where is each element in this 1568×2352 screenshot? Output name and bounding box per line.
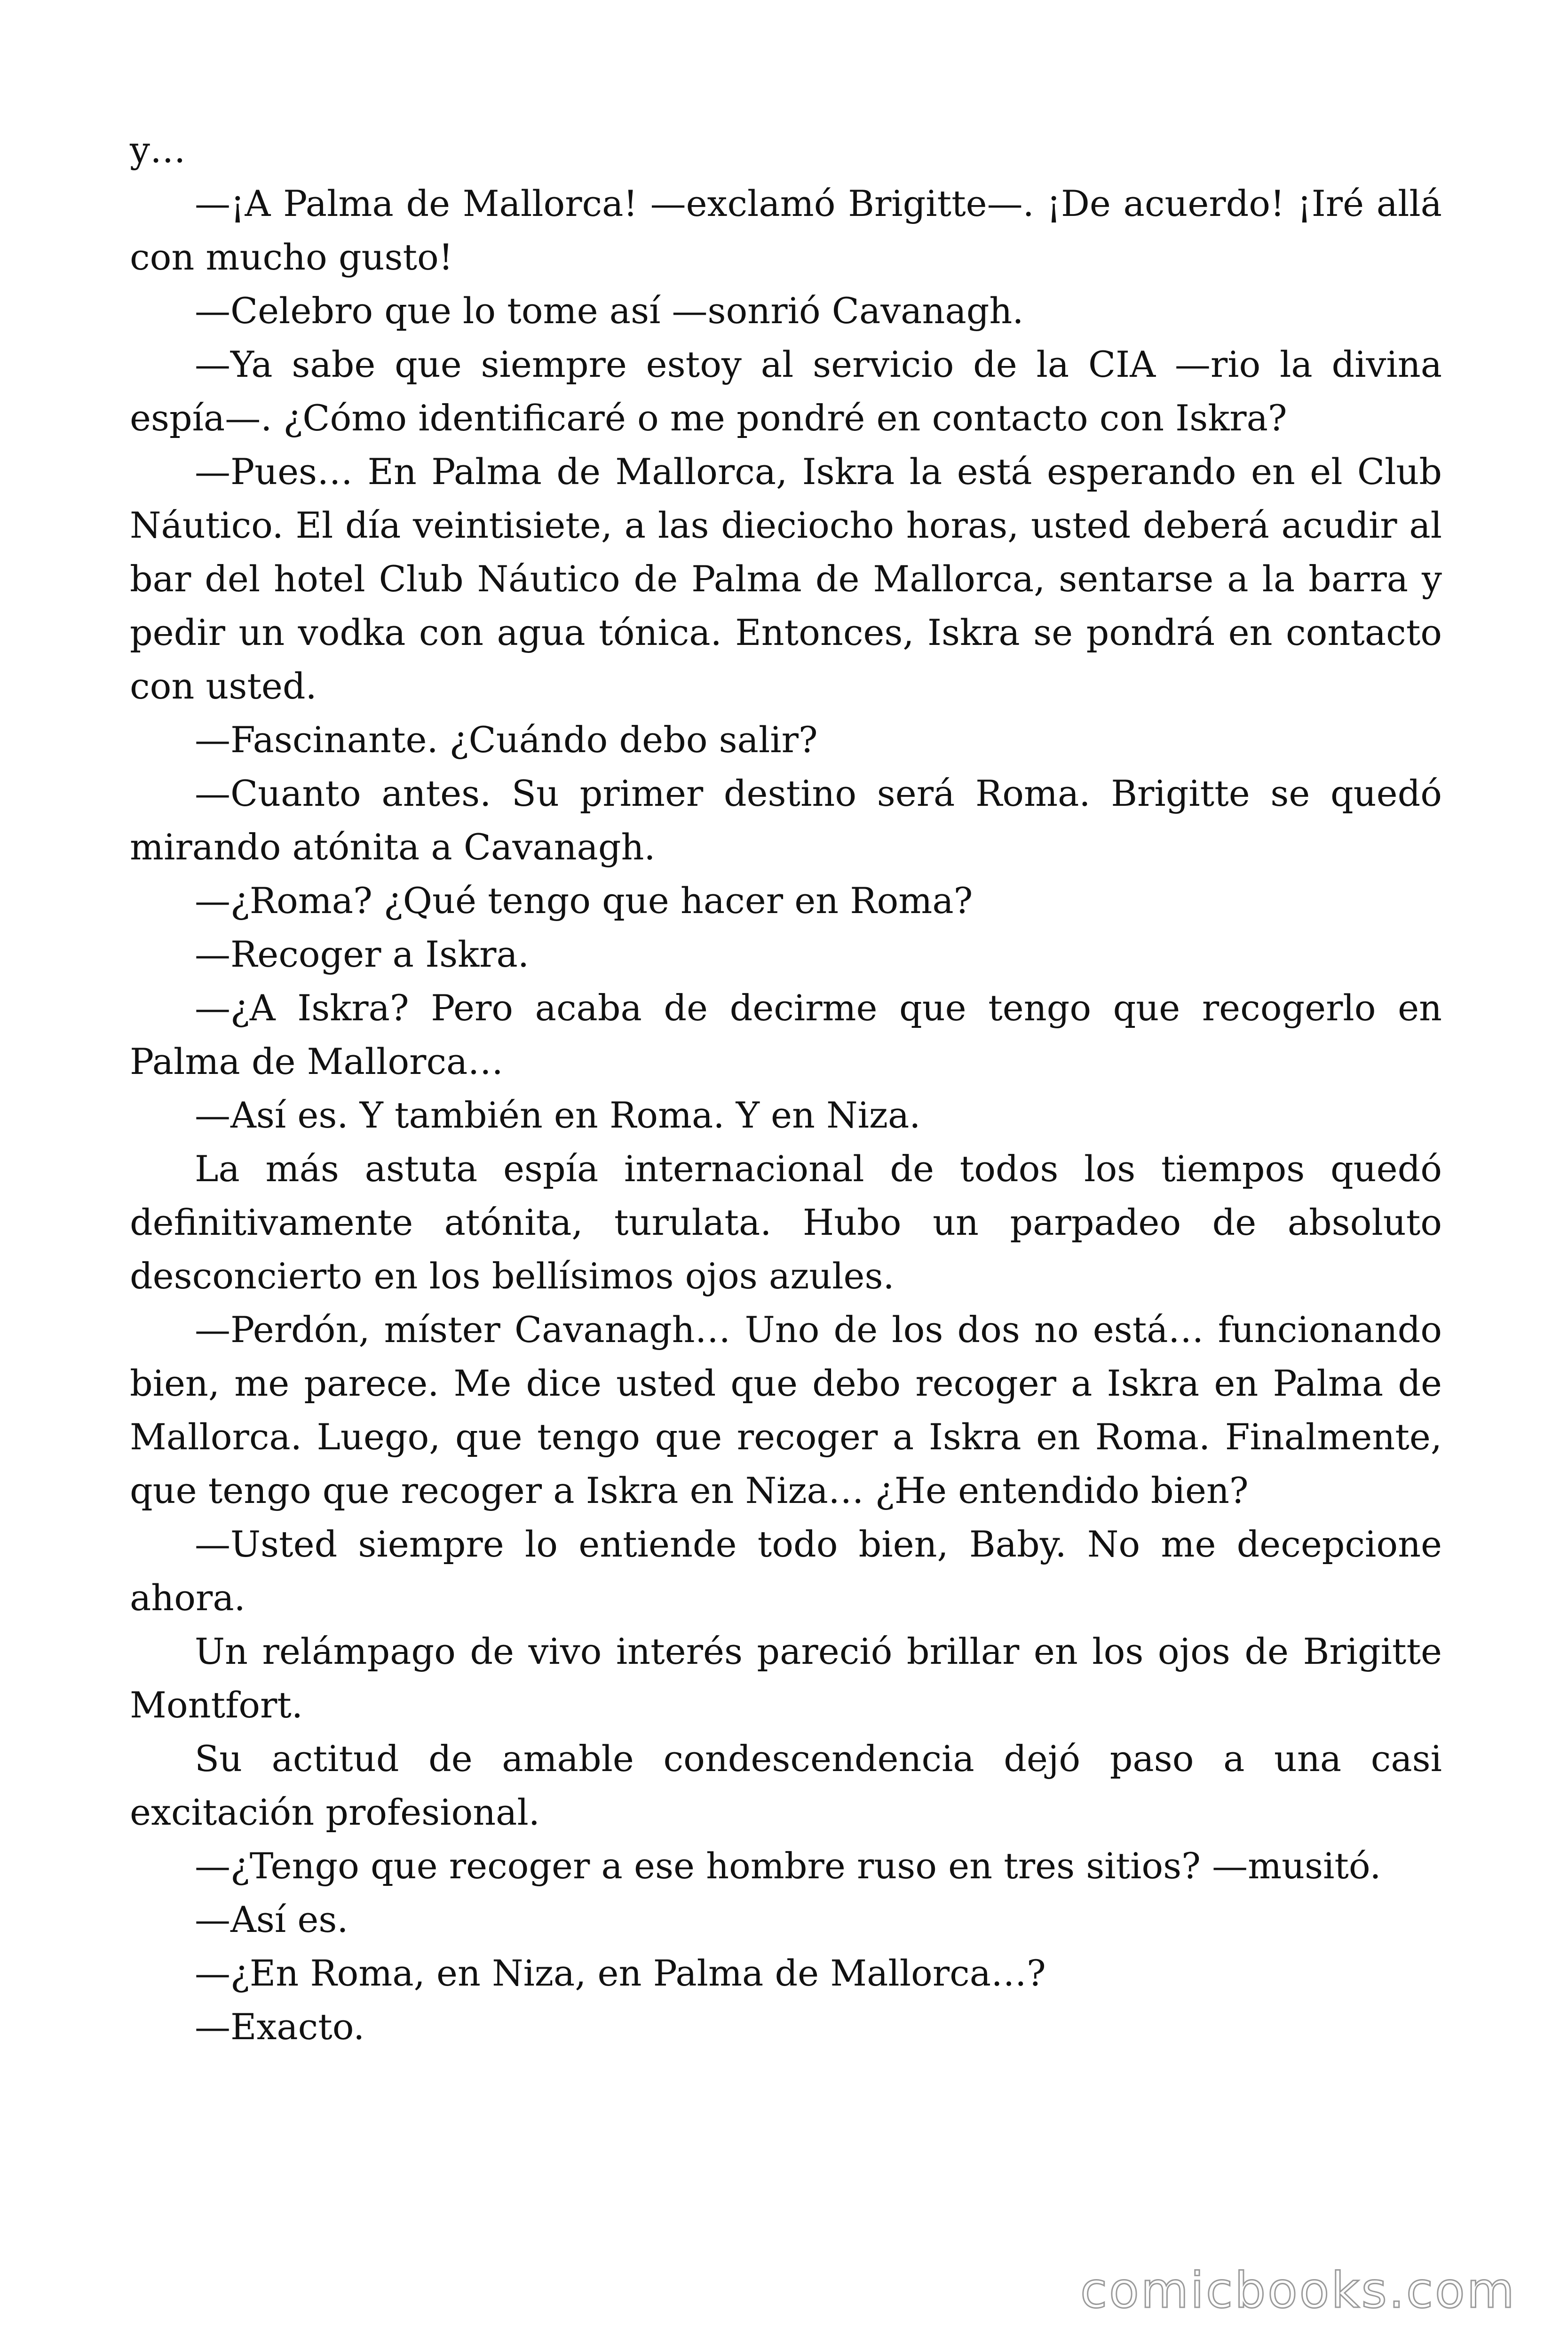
paragraph: —Recoger a Iskra. (195, 933, 529, 975)
paragraph-continuation: y… (130, 129, 186, 171)
watermark: comicbooks.com (1080, 2262, 1516, 2319)
paragraph: —Así es. (195, 1899, 348, 1940)
paragraph: —Celebro que lo tome así —sonrió Cavanagh. (195, 290, 1024, 332)
paragraph: —Ya sabe que siempre estoy al servicio de la CIA —rio la divina espía—. ¿Cómo identificaré o me pondré en contacto con Iskra? (130, 343, 1442, 439)
paragraph: —Así es. Y también en Roma. Y en Niza. (195, 1094, 921, 1136)
paragraph: —Perdón, míster Cavanagh… Uno de los dos no está… funcionando bien, me parece. Me dice usted que debo recoger a Iskra en Palma de Mallorca. Luego, que tengo que recoger a Iskra en Roma. Finalmente, que tengo que recoger a Iskra en Niza… ¿He entendido bien? (130, 1309, 1442, 1511)
paragraph: —Usted siempre lo entiende todo bien, Baby. No me decepcione ahora. (130, 1523, 1442, 1619)
paragraph: Un relámpago de vivo interés pareció brillar en los ojos de Brigitte Montfort. (130, 1630, 1442, 1726)
paragraph: —Pues… En Palma de Mallorca, Iskra la está esperando en el Club Náutico. El día veintisiete, a las dieciocho horas, usted deberá acudir al bar del hotel Club Náutico de Palma de Mallorca, sentarse a la barra y pedir un vodka con agua tónica. Entonces, Iskra se pondrá en contacto con usted. (130, 451, 1442, 707)
paragraph: —¿Roma? ¿Qué tengo que hacer en Roma? (195, 880, 973, 922)
paragraph: —¿Tengo que recoger a ese hombre ruso en tres sitios? —musitó. (195, 1845, 1381, 1887)
paragraph: La más astuta espía internacional de todos los tiempos quedó definitivamente atónita, turulata. Hubo un parpadeo de absoluto desconcierto en los bellísimos ojos azules. (130, 1148, 1442, 1297)
paragraph: —¿A Iskra? Pero acaba de decirme que tengo que recogerlo en Palma de Mallorca… (130, 987, 1442, 1082)
paragraph: —¿En Roma, en Niza, en Palma de Mallorca…? (195, 1952, 1046, 1994)
paragraph: Su actitud de amable condescendencia dejó paso a una casi excitación profesional. (130, 1738, 1442, 1833)
paragraph: —¡A Palma de Mallorca! —exclamó Brigitte—. ¡De acuerdo! ¡Iré allá con mucho gusto! (130, 183, 1442, 278)
paragraph: —Cuanto antes. Su primer destino será Roma. Brigitte se quedó mirando atónita a Cavanagh. (130, 772, 1442, 868)
paragraph: —Fascinante. ¿Cuándo debo salir? (195, 719, 818, 761)
page-body (130, 123, 1442, 2054)
paragraph: —Exacto. (195, 2006, 365, 2048)
